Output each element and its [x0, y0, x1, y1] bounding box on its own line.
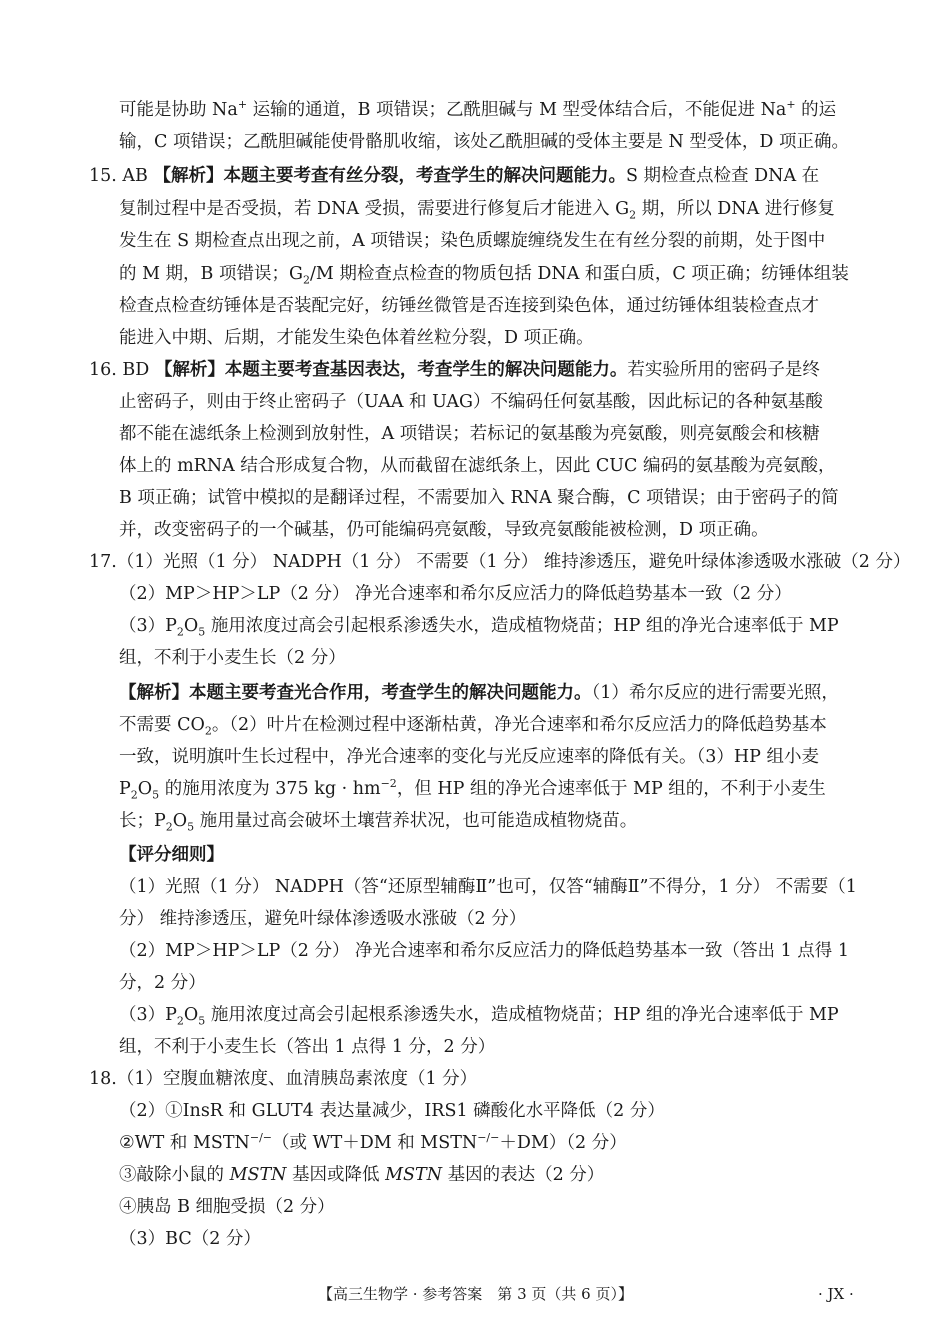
text-line: B 项正确；试管中模拟的是翻译过程，不需要加入 RNA 聚合酶，C 项错误；由于密码子的简 — [119, 488, 839, 508]
scoring-rules-heading: 【评分细则】 — [119, 845, 224, 865]
text-line: 输，C 项错误；乙酰胆碱能使骨骼肌收缩，该处乙酰胆碱的受体主要是 N 型受体，D 项正确。 — [119, 132, 849, 152]
text-line: （1）光照（1 分） NADPH（答“还原型辅酶Ⅱ”也可，仅答“辅酶Ⅱ”不得分，1 分） 不需要（1 — [119, 877, 857, 897]
q17-line: 17.（1）光照（1 分） NADPH（1 分） 不需要（1 分） 维持渗透压，避免叶绿体渗透吸水涨破（2 分） — [89, 552, 911, 572]
text-line: （2）MP＞HP＞LP（2 分） 净光合速率和希尔反应活力的降低趋势基本一致（答出 1 点得 1 — [119, 941, 849, 961]
footer-mark: · JX · — [818, 1285, 854, 1303]
q16-line: 16. BD 【解析】本题主要考查基因表达，考查学生的解决问题能力。若实验所用的密码子是终 — [89, 360, 820, 380]
q15-analysis-heading: 【解析】本题主要考查有丝分裂，考查学生的解决问题能力。 — [153, 166, 626, 186]
q15-line: 15. AB 【解析】本题主要考查有丝分裂，考查学生的解决问题能力。S 期检查点检查 DNA 在 — [89, 166, 820, 186]
text-line: 组，不利于小麦生长（答出 1 点得 1 分，2 分） — [119, 1037, 496, 1057]
text-line: 组，不利于小麦生长（2 分） — [119, 648, 346, 668]
text-line: 都不能在滤纸条上检测到放射性，A 项错误；若标记的氨基酸为亮氨酸，则亮氨酸会和核糖 — [119, 424, 820, 444]
q16-answer: 16. BD — [89, 360, 150, 380]
text-line: 的 M 期，B 项错误；$G_2/M$ 期检查点检查的物质包括 DNA 和蛋白质，C 项正确；纺锤体组装 — [119, 264, 849, 287]
text-line: 体上的 mRNA 结合形成复合物，从而截留在滤纸条上，因此 CUC 编码的氨基酸为亮氨酸， — [119, 456, 836, 476]
text-line: 发生在 S 期检查点出现之前，A 项错误；染色质螺旋缠绕发生在有丝分裂的前期，处于图中 — [119, 231, 826, 251]
text-line: $P_2O_5$ 的施用浓度为 375 kg · $hm^{-2}$，但 HP 组的净光合速率低于 MP 组的，不利于小麦生 — [119, 777, 826, 802]
text-line: 不需要 $CO_2$。（2）叶片在检测过程中逐渐枯黄，净光合速率和希尔反应活力的降低趋势基本 — [119, 715, 827, 738]
text-line: ②WT 和 MSTN−/−（或 WT＋DM 和 MSTN−/−＋DM）（2 分） — [119, 1131, 627, 1153]
q16-analysis-heading: 【解析】本题主要考查基因表达，考查学生的解决问题能力。 — [154, 360, 628, 380]
text-line: （2）①InsR 和 GLUT4 表达量减少，IRS1 磷酸化水平降低（2 分） — [119, 1101, 665, 1121]
text-line: 分，2 分） — [119, 973, 206, 993]
page-footer: 【高三生物学 · 参考答案 第 3 页（共 6 页）】 — [318, 1285, 633, 1303]
text-line: 可能是协助 Na+ 运输的通道，B 项错误；乙酰胆碱与 M 型受体结合后，不能促进 Na+ 的运 — [119, 98, 837, 120]
q18-line: 18.（1）空腹血糖浓度、血清胰岛素浓度（1 分） — [89, 1069, 478, 1089]
text-line: 并，改变密码子的一个碱基，仍可能编码亮氨酸，导致亮氨酸能被检测，D 项正确。 — [119, 520, 769, 540]
text-line: ④胰岛 B 细胞受损（2 分） — [119, 1197, 335, 1217]
q17-analysis-line: 【解析】本题主要考查光合作用，考查学生的解决问题能力。（1）希尔反应的进行需要光照， — [119, 683, 839, 703]
text-line: 能进入中期、后期，才能发生染色体着丝粒分裂，D 项正确。 — [119, 328, 594, 348]
q15-answer: 15. AB — [89, 166, 148, 186]
text-line: $(3)P_2O_5$ 施用浓度过高会引起根系渗透失水，造成植物烧苗；HP 组的净光合速率低于 MP — [119, 1005, 839, 1028]
text-line: 分） 维持渗透压，避免叶绿体渗透吸水涨破（2 分） — [119, 909, 527, 929]
text-line: 检查点检查纺锤体是否装配完好，纺锤丝微管是否连接到染色体，通过纺锤体组装检查点才 — [119, 296, 819, 316]
text-line: 一致，说明旗叶生长过程中，净光合速率的变化与光反应速率的降低有关。（3）HP 组小麦 — [119, 747, 819, 767]
text-line: $(3)P_2O_5$ 施用浓度过高会引起根系渗透失水，造成植物烧苗；HP 组的净光合速率低于 MP — [119, 616, 839, 639]
text-line: （3）BC（2 分） — [119, 1229, 261, 1249]
q17-analysis-heading: 【解析】本题主要考查光合作用，考查学生的解决问题能力。 — [119, 683, 592, 703]
text-line: 止密码子，则由于终止密码子（UAA 和 UAG）不编码任何氨基酸，因此标记的各种氨基酸 — [119, 392, 823, 412]
text-line: ③敲除小鼠的 MSTN 基因或降低 MSTN 基因的表达（2 分） — [119, 1165, 605, 1185]
text-line: （2）MP＞HP＞LP（2 分） 净光合速率和希尔反应活力的降低趋势基本一致（2 分） — [119, 584, 792, 604]
text-line: 长；$P_2O_5$ 施用量过高会破坏土壤营养状况，也可能造成植物烧苗。 — [119, 811, 638, 834]
text-line: 复制过程中是否受损，若 DNA 受损，需要进行修复后才能进入 $G_2$ 期，所以 DNA 进行修复 — [119, 199, 835, 222]
